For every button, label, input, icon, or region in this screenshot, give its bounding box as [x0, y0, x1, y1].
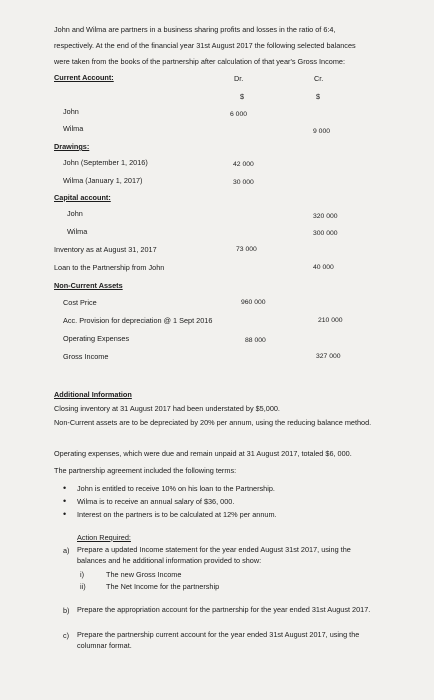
action-b-marker: b) — [63, 606, 70, 615]
capital-john-cr: 320 000 — [313, 213, 338, 220]
additional-p2: Non-Current assets are to be depreciated by 20% per annum, using the reducing balance method. — [54, 418, 372, 427]
current-account-heading: Current Account: — [54, 73, 114, 82]
additional-heading: Additional Information — [54, 390, 132, 399]
cr-currency: $ — [316, 92, 321, 101]
capital-john-label: John — [67, 209, 83, 218]
john-dr: 6 000 — [230, 111, 248, 118]
action-a-i-marker: i) — [80, 570, 85, 579]
drawings-john-label: John (September 1, 2016) — [63, 158, 148, 167]
gross-income-label: Gross Income — [63, 352, 109, 361]
bullet-marker: • — [63, 483, 67, 493]
loan-label: Loan to the Partnership from John — [54, 263, 165, 272]
bullet-item: John is entitled to receive 10% on his loan to the Partnership. — [77, 484, 275, 493]
action-a-i-text: The new Gross Income — [106, 570, 182, 579]
inventory-label: Inventory as at August 31, 2017 — [54, 245, 157, 254]
inventory-dr: 73 000 — [236, 246, 257, 253]
action-a-ii-marker: ii) — [80, 582, 86, 591]
capital-wilma-label: Wilma — [67, 227, 88, 236]
loan-cr: 40 000 — [313, 264, 334, 271]
bullet-marker: • — [63, 496, 67, 506]
wilma-cr: 9 000 — [313, 128, 331, 135]
additional-p3: Operating expenses, which were due and remain unpaid at 31 August 2017, totaled $6, 000. — [54, 449, 352, 458]
additional-p1: Closing inventory at 31 August 2017 had been understated by $5,000. — [54, 404, 280, 413]
capital-wilma-cr: 300 000 — [313, 230, 338, 237]
action-c-marker: c) — [63, 631, 70, 640]
noncurrent-heading: Non-Current Assets — [54, 281, 123, 290]
action-b-text: Prepare the appropriation account for the partnership for the year ended 31st August 2017. — [77, 605, 371, 614]
capital-heading: Capital account: — [54, 193, 111, 202]
action-heading: Action Required: — [77, 533, 131, 542]
gross-income-cr: 327 000 — [316, 353, 341, 360]
row-label-john: John — [63, 107, 79, 116]
dr-header: Dr. — [234, 74, 244, 83]
acc-prov-cr: 210 000 — [318, 317, 343, 324]
action-a-text: Prepare a updated Income statement for the year ended August 31st 2017, using the balances and he additional information provided to show: — [77, 545, 351, 565]
bullet-marker: • — [63, 509, 67, 519]
drawings-wilma-dr: 30 000 — [233, 179, 254, 186]
bullet-item: Interest on the partners is to be calculated at 12% per annum. — [77, 510, 277, 519]
cost-price-label: Cost Price — [63, 298, 97, 307]
action-c-text: Prepare the partnership current account for the year ended 31st August 2017, using the columnar format. — [77, 630, 360, 650]
cr-header: Cr. — [314, 74, 324, 83]
drawings-wilma-label: Wilma (January 1, 2017) — [63, 176, 143, 185]
action-a-marker: a) — [63, 546, 70, 555]
acc-prov-label: Acc. Provision for depreciation @ 1 Sept 2016 — [63, 316, 213, 325]
row-label-wilma: Wilma — [63, 124, 84, 133]
operating-dr: 88 000 — [245, 337, 266, 344]
additional-p4: The partnership agreement included the following terms: — [54, 466, 237, 475]
drawings-heading: Drawings: — [54, 142, 90, 151]
drawings-john-dr: 42 000 — [233, 161, 254, 168]
action-a-ii-text: The Net Income for the partnership — [106, 582, 220, 591]
intro-line-3: were taken from the books of the partnership after calculation of that year's Gross Income: — [54, 57, 345, 66]
intro-line-1: John and Wilma are partners in a business sharing profits and losses in the ratio of 6:4, — [54, 25, 336, 34]
dr-currency: $ — [240, 92, 245, 101]
bullet-item: Wilma is to receive an annual salary of $36, 000. — [77, 497, 235, 506]
operating-label: Operating Expenses — [63, 334, 130, 343]
intro-line-2: respectively. At the end of the financial year 31st August 2017 the following selected balances — [54, 41, 356, 50]
cost-price-dr: 960 000 — [241, 299, 266, 306]
